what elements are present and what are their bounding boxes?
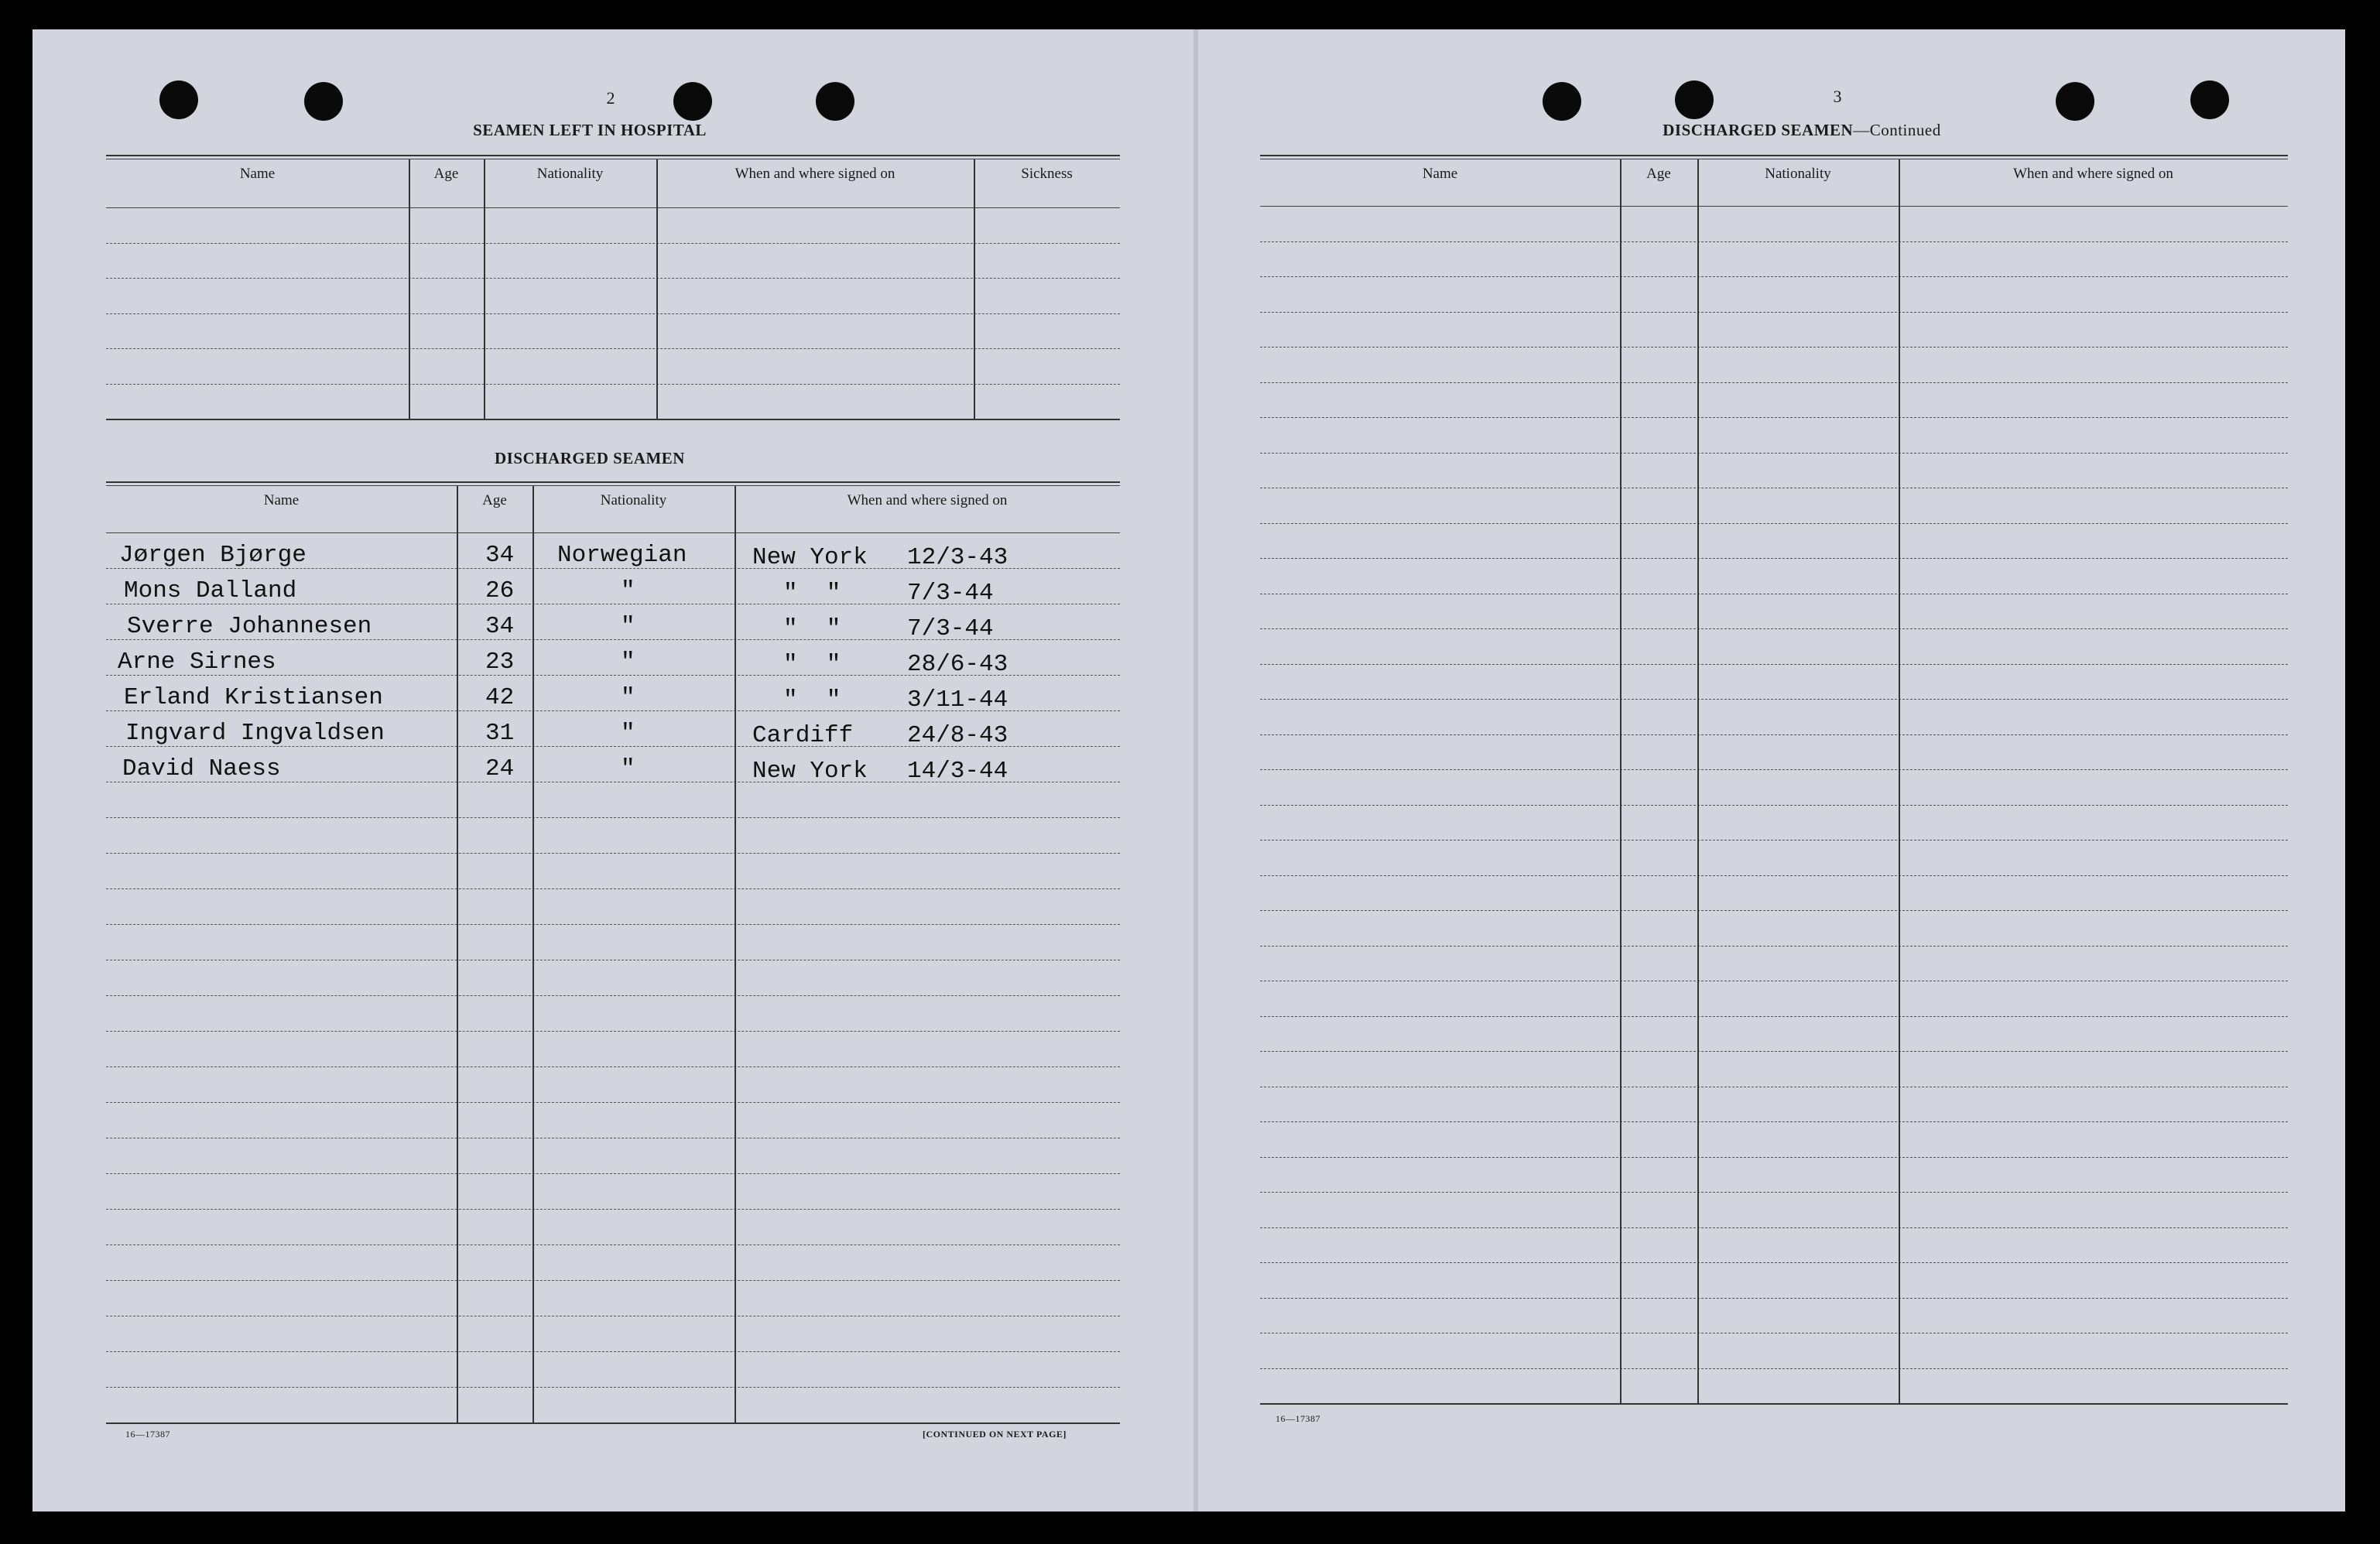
row-rule <box>106 995 1120 996</box>
column-divider <box>974 159 975 419</box>
column-header: Name <box>1422 166 1458 182</box>
row-rule <box>106 384 1120 385</box>
row-rule <box>106 1209 1120 1210</box>
seaman-nationality: Norwegian <box>557 542 687 569</box>
discharged-heading: DISCHARGED SEAMEN <box>495 449 685 467</box>
row-rule <box>106 1280 1120 1281</box>
form-number: 16—17387 <box>1276 1413 1320 1424</box>
continued-heading-suffix: —Continued <box>1853 121 1941 139</box>
column-divider <box>1697 159 1699 1403</box>
row-rule <box>1260 558 2288 559</box>
column-header: When and where signed on <box>847 492 1008 508</box>
scanned-document <box>33 29 2345 1511</box>
column-header: When and where signed on <box>735 166 895 182</box>
column-divider <box>1899 159 1900 1403</box>
column-header: Age <box>433 166 459 182</box>
row-rule <box>106 853 1120 854</box>
row-rule <box>1260 910 2288 911</box>
column-divider <box>1620 159 1621 1403</box>
row-rule <box>1260 946 2288 947</box>
page-number: 3 <box>1833 87 1842 106</box>
row-rule <box>106 1173 1120 1174</box>
row-rule <box>1260 241 2288 242</box>
signed-on-place: New York <box>752 758 868 785</box>
signed-on-place: " " <box>783 615 841 642</box>
row-rule <box>106 313 1120 314</box>
header-rule <box>106 532 1120 533</box>
row-rule <box>1260 734 2288 735</box>
table-top-rule <box>1260 155 2288 156</box>
form-number: 16—17387 <box>125 1429 170 1440</box>
hospital-heading: SEAMEN LEFT IN HOSPITAL <box>473 121 707 139</box>
signed-on-date: 7/3-44 <box>907 615 994 642</box>
row-rule <box>1260 1368 2288 1369</box>
seaman-name: David Naess <box>122 755 281 782</box>
row-rule <box>106 1351 1120 1352</box>
row-rule <box>1260 769 2288 770</box>
seaman-name: Sverre Johannesen <box>127 613 372 640</box>
row-rule <box>1260 453 2288 454</box>
row-rule <box>1260 805 2288 806</box>
column-header: Name <box>239 166 276 182</box>
row-rule <box>1260 699 2288 700</box>
row-rule <box>106 1066 1120 1067</box>
seaman-age: 31 <box>485 720 515 747</box>
row-rule <box>1260 628 2288 629</box>
signed-on-date: 28/6-43 <box>907 651 1009 678</box>
seaman-name: Ingvard Ingvaldsen <box>125 720 385 747</box>
row-rule <box>106 924 1120 925</box>
column-header: Nationality <box>1765 166 1831 182</box>
seaman-nationality: " <box>621 613 635 640</box>
punch-hole <box>159 80 198 119</box>
row-rule <box>1260 382 2288 383</box>
seaman-nationality: " <box>621 684 635 711</box>
row-rule <box>1260 1298 2288 1299</box>
column-divider <box>656 159 658 419</box>
signed-on-place: New York <box>752 544 868 571</box>
column-header: Age <box>1646 166 1671 182</box>
row-rule <box>1260 1262 2288 1263</box>
seaman-age: 34 <box>485 613 515 640</box>
seaman-nationality: " <box>621 720 635 747</box>
page-number: 2 <box>606 88 615 108</box>
signed-on-place: Cardiff <box>752 722 854 749</box>
seaman-name: Arne Sirnes <box>118 649 276 676</box>
punch-hole <box>1543 82 1581 121</box>
row-rule <box>106 1422 1120 1424</box>
punch-hole <box>304 82 343 121</box>
seaman-age: 23 <box>485 649 515 676</box>
table-top-rule <box>106 485 1120 486</box>
row-rule <box>106 278 1120 279</box>
row-rule <box>1260 417 2288 418</box>
row-rule <box>1260 312 2288 313</box>
punch-hole <box>1675 80 1714 119</box>
column-divider <box>735 486 736 1422</box>
row-rule <box>106 243 1120 244</box>
row-rule <box>1260 664 2288 665</box>
row-rule <box>1260 875 2288 876</box>
seaman-nationality: " <box>621 755 635 782</box>
row-rule <box>1260 1016 2288 1017</box>
row-rule <box>106 1244 1120 1245</box>
column-header: Nationality <box>536 166 604 182</box>
row-rule <box>106 1387 1120 1388</box>
seaman-age: 26 <box>485 577 515 604</box>
signed-on-date: 14/3-44 <box>907 758 1009 785</box>
row-rule <box>106 348 1120 349</box>
seaman-name: Jørgen Bjørge <box>119 542 306 569</box>
row-rule <box>1260 1121 2288 1122</box>
column-header: Sickness <box>1021 166 1073 182</box>
seaman-age: 24 <box>485 755 515 782</box>
row-rule <box>1260 523 2288 524</box>
column-header: Name <box>263 492 300 508</box>
seaman-age: 42 <box>485 684 515 711</box>
column-divider <box>533 486 534 1422</box>
seaman-nationality: " <box>621 577 635 604</box>
punch-hole <box>2056 82 2094 121</box>
right-page <box>1198 29 2345 1511</box>
row-rule <box>1260 1227 2288 1228</box>
column-header: Nationality <box>600 492 667 508</box>
signed-on-date: 12/3-43 <box>907 544 1009 571</box>
table-top-rule <box>106 481 1120 483</box>
column-divider <box>409 159 410 419</box>
seaman-nationality: " <box>621 649 635 676</box>
column-header: When and where signed on <box>2013 166 2173 182</box>
continued-heading <box>1608 121 1995 140</box>
signed-on-place: " " <box>783 651 841 678</box>
header-rule <box>106 207 1120 208</box>
row-rule <box>106 817 1120 818</box>
row-rule <box>1260 1051 2288 1052</box>
row-rule <box>106 1102 1120 1103</box>
row-rule <box>106 888 1120 889</box>
table-top-rule <box>106 155 1120 156</box>
row-rule <box>106 1031 1120 1032</box>
signed-on-date: 7/3-44 <box>907 580 994 607</box>
column-header: Age <box>482 492 507 508</box>
row-rule <box>1260 1192 2288 1193</box>
row-rule <box>1260 276 2288 277</box>
seaman-name: Erland Kristiansen <box>124 684 383 711</box>
row-rule <box>106 419 1120 420</box>
header-rule <box>1260 206 2288 207</box>
punch-hole <box>673 82 712 121</box>
seaman-name: Mons Dalland <box>124 577 297 604</box>
row-rule <box>1260 1403 2288 1405</box>
signed-on-date: 3/11-44 <box>907 686 1009 714</box>
punch-hole <box>2190 80 2229 119</box>
seaman-age: 34 <box>485 542 515 569</box>
signed-on-place: " " <box>783 686 841 714</box>
column-divider <box>457 486 458 1422</box>
continued-heading-title: DISCHARGED SEAMEN <box>1663 121 1854 139</box>
left-page <box>33 29 1193 1511</box>
column-divider <box>484 159 485 419</box>
signed-on-place: " " <box>783 580 841 607</box>
row-rule <box>1260 1157 2288 1158</box>
punch-hole <box>816 82 854 121</box>
signed-on-date: 24/8-43 <box>907 722 1009 749</box>
continued-note: [CONTINUED ON NEXT PAGE] <box>923 1429 1067 1440</box>
